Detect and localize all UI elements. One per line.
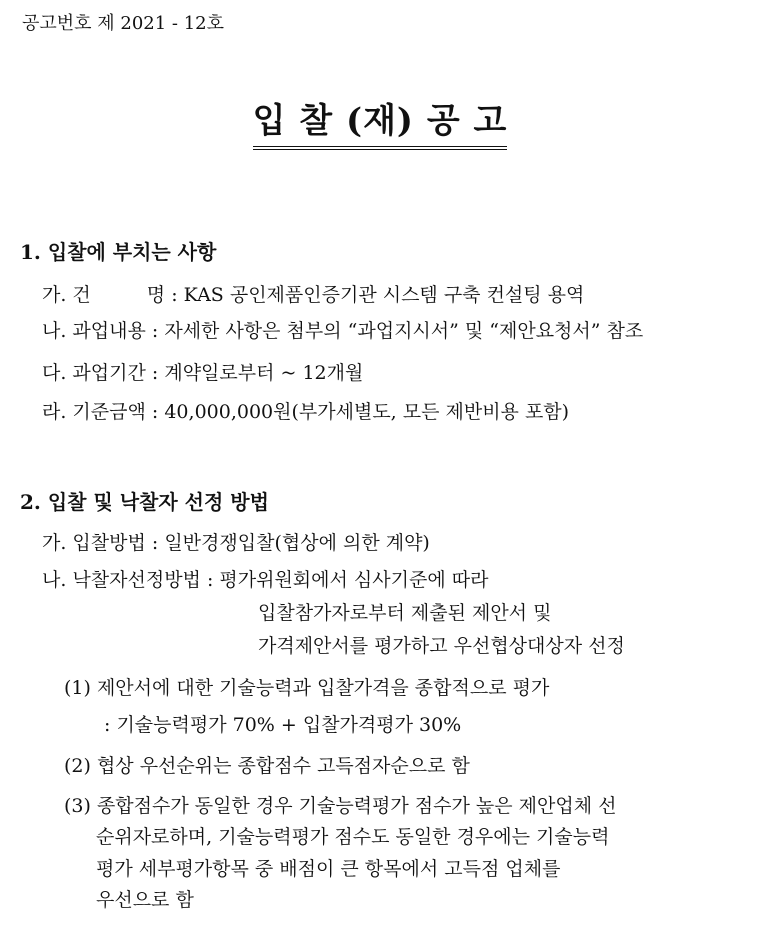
notice-number: 공고번호 제 2021 - 12호: [22, 13, 225, 34]
section1-item-scope: [42, 319, 643, 343]
item-scope-value: : 자세한 사항은 첨부의 “과업지시서” 및 “제안요청서” 참조: [151, 320, 644, 342]
item-scope-label: 나. 과업내용: [42, 320, 146, 342]
item-name-label-prefix: 가. 건: [42, 284, 91, 306]
item-period-value: : 계약일로부터 ~ 12개월: [151, 362, 364, 384]
sub3-line4: 우선으로 함: [96, 889, 194, 911]
sub1-line2: : 기술능력평가 70% + 입찰가격평가 30%: [104, 714, 462, 736]
title-container: [0, 100, 760, 150]
item-name-label-tail: 명: [146, 284, 166, 306]
section1-item-name: [42, 283, 584, 307]
section2-selection-method-line1: 나. 낙찰자선정방법 : 평가위원회에서 심사기준에 따라: [42, 569, 489, 591]
item-amount-label: 라. 기준금액: [42, 401, 146, 423]
sub3-line2: 순위자로하며, 기술능력평가 점수도 동일한 경우에는 기술능력: [96, 826, 610, 848]
section1-heading: 1. 입찰에 부치는 사항: [20, 240, 217, 264]
section2-selection-method-line2: 입찰참가자로부터 제출된 제안서 및: [258, 602, 552, 624]
item-amount-value: : 40,000,000원(부가세별도, 모든 제반비용 포함): [151, 401, 570, 423]
item-period-label: 다. 과업기간: [42, 362, 146, 384]
sub3-line3: 평가 세부평가항목 중 배점이 큰 항목에서 고득점 업체를: [96, 858, 561, 880]
sub3-line1: (3) 종합점수가 동일한 경우 기술능력평가 점수가 높은 제안업체 선: [64, 795, 617, 817]
item-name-value: : KAS 공인제품인증기관 시스템 구축 컨설팅 용역: [171, 284, 585, 306]
section2-bid-method: 가. 입찰방법 : 일반경쟁입찰(협상에 의한 계약): [42, 532, 430, 554]
sub1-line1: (1) 제안서에 대한 기술능력과 입찰가격을 종합적으로 평가: [64, 677, 550, 699]
page-title: 입 찰 (재) 공 고: [253, 100, 508, 150]
sub2-line: (2) 협상 우선순위는 종합점수 고득점자순으로 함: [64, 755, 470, 777]
section2-heading: 2. 입찰 및 낙찰자 선정 방법: [20, 490, 269, 514]
section1-item-period: [42, 361, 363, 385]
section1-item-amount: [42, 400, 569, 424]
section2-selection-method-line3: 가격제안서를 평가하고 우선협상대상자 선정: [258, 635, 625, 657]
